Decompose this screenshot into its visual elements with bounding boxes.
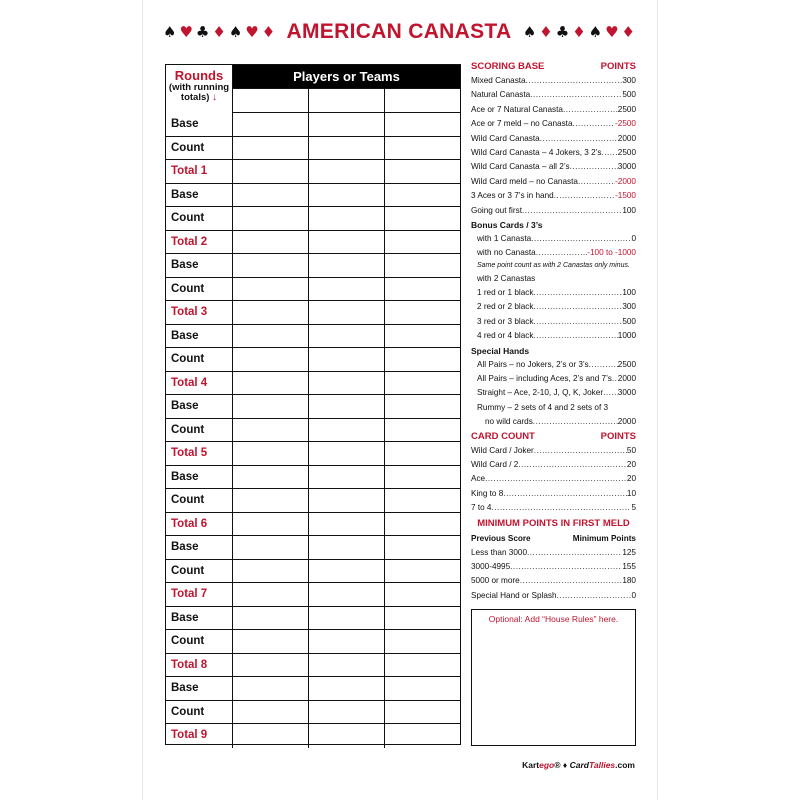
score-cell[interactable] xyxy=(309,419,385,442)
row-label: Total 8 xyxy=(166,654,233,677)
list-item: with 2 Canastas xyxy=(477,273,536,283)
score-table xyxy=(165,64,461,745)
house-rules-box[interactable] xyxy=(471,609,636,746)
list-item: All Pairs – no Jokers, 2’s or 3’s ..... 2500 xyxy=(471,358,636,372)
table-row xyxy=(166,278,460,302)
table-row xyxy=(166,184,460,208)
heart-icon: ♥ xyxy=(605,22,619,41)
table-row xyxy=(166,489,460,513)
score-cell[interactable] xyxy=(233,231,309,254)
score-cell[interactable] xyxy=(385,184,460,207)
table-row xyxy=(166,160,460,184)
list-item: 3 red or 3 black ..... 500 xyxy=(471,315,636,329)
table-row xyxy=(166,724,460,748)
table-row xyxy=(166,607,460,631)
score-cell[interactable] xyxy=(309,207,385,230)
score-cell[interactable] xyxy=(309,278,385,301)
row-label: Base xyxy=(166,607,233,630)
table-row xyxy=(166,301,460,325)
diamond-icon: ♦ xyxy=(572,22,586,41)
list-item: King to 8 ..... 10 xyxy=(471,487,636,501)
row-label: Count xyxy=(166,419,233,442)
club-icon: ♣ xyxy=(195,22,210,41)
list-item: Natural Canasta ..... 500 xyxy=(471,88,636,102)
score-cell[interactable] xyxy=(309,325,385,348)
row-label: Count xyxy=(166,701,233,724)
list-item: Wild Card meld – no Canasta ..... -2000 xyxy=(471,175,636,189)
score-cell[interactable] xyxy=(309,677,385,700)
score-cell[interactable] xyxy=(385,419,460,442)
bonus-note: Same point count as with 2 Canastas only minus. xyxy=(477,261,630,269)
diamond-icon: ♦ xyxy=(621,22,635,41)
spade-icon: ♠ xyxy=(588,22,603,41)
score-cell[interactable] xyxy=(233,419,309,442)
row-label: Count xyxy=(166,489,233,512)
table-row xyxy=(166,442,460,466)
score-cell[interactable] xyxy=(233,137,309,160)
score-cell[interactable] xyxy=(233,254,309,277)
score-cell[interactable] xyxy=(309,513,385,536)
score-cell[interactable] xyxy=(385,278,460,301)
row-label: Total 9 xyxy=(166,724,233,748)
score-cell[interactable] xyxy=(233,701,309,724)
score-cell[interactable] xyxy=(309,560,385,583)
score-cell[interactable] xyxy=(385,701,460,724)
row-label: Total 5 xyxy=(166,442,233,465)
score-cell[interactable] xyxy=(385,160,460,183)
score-cell[interactable] xyxy=(385,560,460,583)
scoring-base-heading: SCORING BASE POINTS xyxy=(471,61,636,72)
table-row xyxy=(166,372,460,396)
list-item: 3000-4995 ..... 155 xyxy=(471,560,636,574)
score-cell[interactable] xyxy=(385,301,460,324)
list-item: Wild Card Canasta – 4 Jokers, 3 2’s ..... 2500 xyxy=(471,146,636,160)
row-label: Base xyxy=(166,184,233,207)
list-item: Going out first ..... 100 xyxy=(471,204,636,218)
score-cell[interactable] xyxy=(233,489,309,512)
score-cell[interactable] xyxy=(385,207,460,230)
score-cell[interactable] xyxy=(309,301,385,324)
list-item: Ace ..... 20 xyxy=(471,472,636,486)
table-row xyxy=(166,560,460,584)
list-item: Mixed Canasta ..... 300 xyxy=(471,74,636,88)
row-label: Base xyxy=(166,325,233,348)
score-cell[interactable] xyxy=(233,278,309,301)
card-count-heading: CARD COUNT POINTS xyxy=(471,430,636,442)
score-cell[interactable] xyxy=(233,160,309,183)
diamond-icon: ♦ xyxy=(562,760,568,770)
score-cell[interactable] xyxy=(385,395,460,418)
row-label: Count xyxy=(166,348,233,371)
score-cell[interactable] xyxy=(309,466,385,489)
row-label: Total 1 xyxy=(166,160,233,183)
list-item: Less than 3000 ..... 125 xyxy=(471,546,636,560)
row-label: Count xyxy=(166,278,233,301)
list-item: with no Canasta ..... -100 to -1000 xyxy=(471,246,636,260)
player-name-cells xyxy=(233,88,460,113)
row-label: Base xyxy=(166,536,233,559)
list-item: Rummy – 2 sets of 4 and 2 sets of 3 xyxy=(477,402,609,412)
house-rules-label: Optional: Add “House Rules” here. xyxy=(488,614,619,624)
score-cell[interactable] xyxy=(309,231,385,254)
score-cell[interactable] xyxy=(385,513,460,536)
list-item: 3 Aces or 3 7’s in hand ..... -1500 xyxy=(471,189,636,203)
diamond-icon: ♦ xyxy=(212,22,226,41)
list-item: Ace or 7 meld – no Canasta ..... -2500 xyxy=(471,117,636,131)
min-meld-heading: MINIMUM POINTS IN FIRST MELD xyxy=(477,517,630,529)
score-cell[interactable] xyxy=(233,583,309,606)
score-cell[interactable] xyxy=(385,254,460,277)
club-icon: ♣ xyxy=(555,22,570,41)
row-label: Base xyxy=(166,466,233,489)
score-cell[interactable] xyxy=(385,466,460,489)
score-cell[interactable] xyxy=(309,442,385,465)
score-cell[interactable] xyxy=(233,325,309,348)
score-cell[interactable] xyxy=(385,583,460,606)
score-cell[interactable] xyxy=(233,184,309,207)
score-cell[interactable] xyxy=(385,536,460,559)
row-label: Base xyxy=(166,254,233,277)
score-cell[interactable] xyxy=(385,630,460,653)
score-cell[interactable] xyxy=(309,654,385,677)
rounds-header xyxy=(166,65,233,113)
table-row xyxy=(166,348,460,372)
table-row xyxy=(166,254,460,278)
score-rows xyxy=(166,113,460,744)
score-cell[interactable] xyxy=(385,442,460,465)
list-item: Wild Card Canasta – all 2’s ..... 3000 xyxy=(471,160,636,174)
score-cell[interactable] xyxy=(309,607,385,630)
table-row xyxy=(166,654,460,678)
score-cell[interactable] xyxy=(309,583,385,606)
score-cell[interactable] xyxy=(233,442,309,465)
score-cell[interactable] xyxy=(385,724,460,748)
spade-icon: ♠ xyxy=(522,22,537,41)
table-row xyxy=(166,419,460,443)
footer-brand: Kartego® ♦ CardTallies.com xyxy=(522,760,635,770)
score-cell[interactable] xyxy=(233,372,309,395)
score-cell[interactable] xyxy=(233,395,309,418)
player-name-cell[interactable] xyxy=(309,89,385,112)
heart-icon: ♥ xyxy=(245,22,259,41)
score-cell[interactable] xyxy=(233,348,309,371)
list-item: 1 red or 1 black ..... 100 xyxy=(471,286,636,300)
min-meld-columns: Previous Score Minimum Points xyxy=(471,533,636,543)
table-row xyxy=(166,137,460,161)
table-row xyxy=(166,513,460,537)
arrow-down-icon: ↓ xyxy=(212,92,218,103)
score-cell[interactable] xyxy=(309,372,385,395)
row-label: Count xyxy=(166,560,233,583)
score-cell[interactable] xyxy=(233,607,309,630)
list-item: Special Hand or Splash ..... 0 xyxy=(471,589,636,603)
score-cell[interactable] xyxy=(309,395,385,418)
score-cell[interactable] xyxy=(233,654,309,677)
rounds-label: Rounds xyxy=(174,68,224,83)
players-header: Players or Teams xyxy=(233,65,460,88)
table-row xyxy=(166,231,460,255)
list-item: 4 red or 4 black ..... 1000 xyxy=(471,329,636,343)
table-row xyxy=(166,395,460,419)
list-item: Straight – Ace, 2-10, J, Q, K, Joker ..... 3000 xyxy=(471,386,636,400)
score-cell[interactable] xyxy=(309,113,385,136)
score-cell[interactable] xyxy=(309,254,385,277)
title-row xyxy=(163,18,635,46)
score-cell[interactable] xyxy=(385,113,460,136)
list-item: Ace or 7 Natural Canasta ..... 2500 xyxy=(471,103,636,117)
table-row xyxy=(166,325,460,349)
page-title: AMERICAN CANASTA xyxy=(286,20,512,43)
list-item: no wild cards ..... 2000 xyxy=(471,415,636,429)
player-name-cell[interactable] xyxy=(233,89,309,112)
list-item: Wild Card / 2 ..... 20 xyxy=(471,458,636,472)
score-cell[interactable] xyxy=(309,724,385,748)
rounds-sublabel: (with running totals) ↓ xyxy=(168,82,230,103)
table-row xyxy=(166,466,460,490)
score-cell[interactable] xyxy=(309,160,385,183)
row-label: Total 3 xyxy=(166,301,233,324)
score-cell[interactable] xyxy=(385,372,460,395)
score-cell[interactable] xyxy=(385,231,460,254)
list-item: All Pairs – including Aces, 2’s and 7’s ..... 2000 xyxy=(471,372,636,386)
row-label: Count xyxy=(166,137,233,160)
table-row xyxy=(166,677,460,701)
score-cell[interactable] xyxy=(309,701,385,724)
diamond-icon: ♦ xyxy=(261,22,276,41)
score-cell[interactable] xyxy=(385,348,460,371)
row-label: Base xyxy=(166,113,233,136)
score-cell[interactable] xyxy=(385,489,460,512)
list-item: 2 red or 2 black ..... 300 xyxy=(471,300,636,314)
row-label: Total 2 xyxy=(166,231,233,254)
spade-icon: ♠ xyxy=(163,22,177,41)
player-name-cell[interactable] xyxy=(385,89,460,112)
score-cell[interactable] xyxy=(309,630,385,653)
score-cell[interactable] xyxy=(309,536,385,559)
reference-panel xyxy=(471,60,636,603)
score-cell[interactable] xyxy=(233,630,309,653)
list-item: Wild Card / Joker ..... 50 xyxy=(471,444,636,458)
score-cell[interactable] xyxy=(233,560,309,583)
list-item: 7 to 4 ..... 5 xyxy=(471,501,636,515)
score-cell[interactable] xyxy=(385,137,460,160)
score-cell[interactable] xyxy=(385,325,460,348)
score-cell[interactable] xyxy=(309,184,385,207)
list-item: 5000 or more ..... 180 xyxy=(471,574,636,588)
table-row xyxy=(166,207,460,231)
table-row xyxy=(166,701,460,725)
suits-right xyxy=(522,22,635,41)
special-heading: Special Hands xyxy=(471,345,530,356)
score-cell[interactable] xyxy=(233,536,309,559)
score-cell[interactable] xyxy=(233,113,309,136)
score-cell[interactable] xyxy=(233,207,309,230)
score-cell[interactable] xyxy=(233,466,309,489)
row-label: Count xyxy=(166,207,233,230)
score-cell[interactable] xyxy=(309,348,385,371)
list-item: Wild Card Canasta ..... 2000 xyxy=(471,132,636,146)
table-row xyxy=(166,583,460,607)
bonus-heading: Bonus Cards / 3’s xyxy=(471,219,543,230)
score-cell[interactable] xyxy=(385,607,460,630)
row-label: Base xyxy=(166,395,233,418)
list-item: with 1 Canasta ..... 0 xyxy=(471,232,636,246)
table-row xyxy=(166,630,460,654)
score-cell[interactable] xyxy=(233,301,309,324)
score-cell[interactable] xyxy=(385,677,460,700)
row-label: Total 4 xyxy=(166,372,233,395)
row-label: Total 6 xyxy=(166,513,233,536)
table-row xyxy=(166,113,460,137)
row-label: Base xyxy=(166,677,233,700)
diamond-icon: ♦ xyxy=(539,22,553,41)
score-cell[interactable] xyxy=(233,724,309,748)
score-cell[interactable] xyxy=(309,137,385,160)
row-label: Total 7 xyxy=(166,583,233,606)
row-label: Count xyxy=(166,630,233,653)
spade-icon: ♠ xyxy=(228,22,243,41)
heart-icon: ♥ xyxy=(179,22,193,41)
suits-left xyxy=(163,22,276,41)
score-cell[interactable] xyxy=(233,513,309,536)
table-row xyxy=(166,536,460,560)
score-cell[interactable] xyxy=(233,677,309,700)
score-cell[interactable] xyxy=(309,489,385,512)
score-cell[interactable] xyxy=(385,654,460,677)
